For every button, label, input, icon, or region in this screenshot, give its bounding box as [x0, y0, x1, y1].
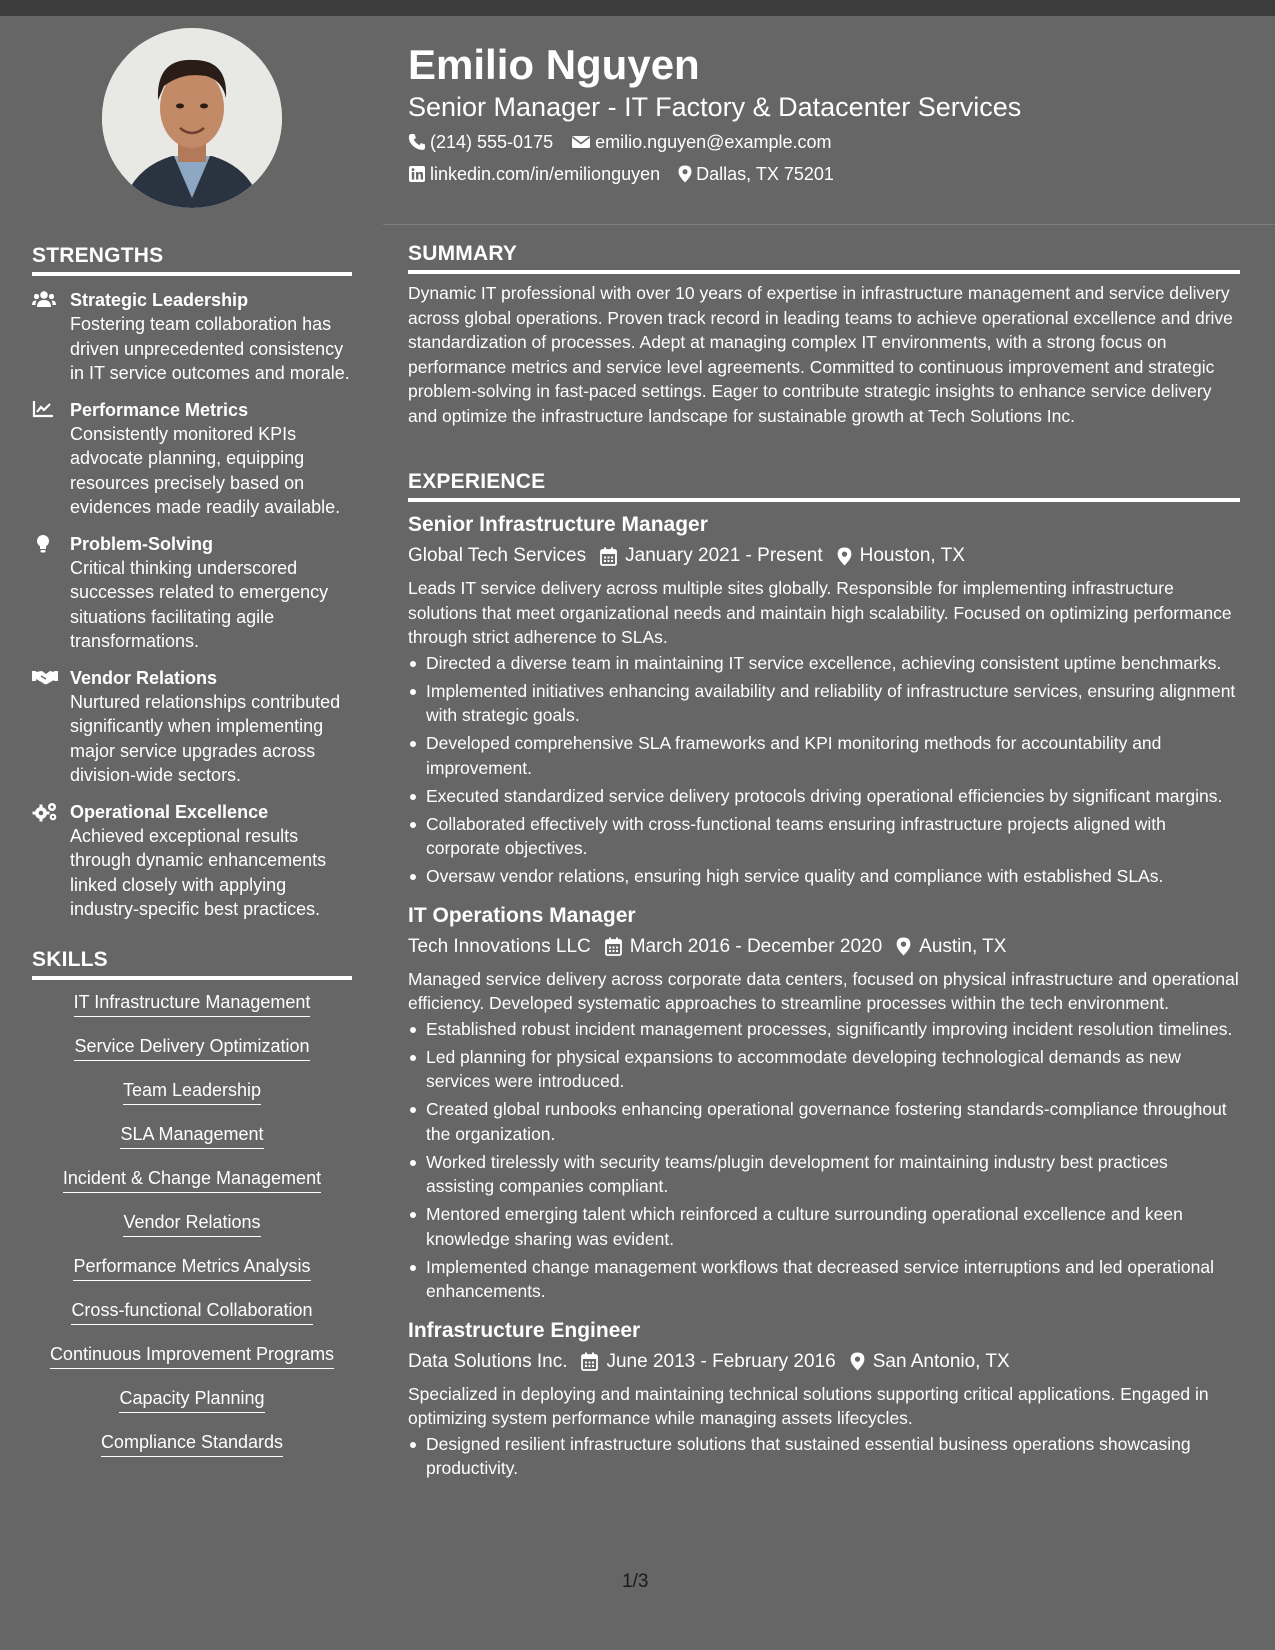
- job-dates: [605, 933, 882, 961]
- calendar-icon: [605, 937, 622, 956]
- strength-item: [32, 800, 352, 922]
- job-dates: [581, 1348, 835, 1376]
- skill-tag: IT Infrastructure Management: [74, 990, 311, 1017]
- summary-heading: SUMMARY: [408, 242, 1240, 274]
- skill-tag: Incident & Change Management: [63, 1166, 321, 1193]
- map-pin-icon: [678, 165, 692, 183]
- strength-description: Consistently monitored KPIs advocate planning, equipping resources precisely based on evidences made readily available.: [70, 423, 341, 517]
- job-date-range: June 2013 - February 2016: [606, 1350, 836, 1372]
- skill-tag: Performance Metrics Analysis: [73, 1254, 310, 1281]
- achievement-item: Implemented initiatives enhancing availability and reliability of infrastructure services, ensuring alignment with strategic goals.: [408, 679, 1240, 728]
- map-pin-icon: [837, 547, 852, 566]
- home-location: Dallas, TX 75201: [696, 164, 834, 184]
- company-name: Data Solutions Inc.: [408, 1350, 568, 1372]
- strengths-heading: STRENGTHS: [32, 244, 352, 276]
- strength-title: Operational Excellence: [70, 801, 269, 822]
- candidate-headline: Senior Manager - IT Factory & Datacenter Services: [408, 92, 1022, 122]
- strength-title: Performance Metrics: [70, 399, 249, 420]
- job-location: [837, 542, 965, 570]
- job-title: IT Operations Manager: [408, 903, 636, 927]
- page-number: 1/3: [622, 1571, 649, 1592]
- strength-title: Problem-Solving: [70, 533, 214, 554]
- linkedin-url[interactable]: linkedin.com/in/emilionguyen: [430, 164, 661, 184]
- achievement-item: Created global runbooks enhancing operational governance fostering standards-compliance throughout the organization.: [408, 1097, 1240, 1146]
- achievement-item: Designed resilient infrastructure solutions that sustained essential business operations showcasing productivity.: [408, 1432, 1240, 1481]
- job-entry: [408, 1316, 1240, 1481]
- phone-contact: [408, 130, 553, 154]
- job-location: [896, 933, 1006, 961]
- skill-list: [32, 986, 352, 1457]
- strength-item: [32, 666, 352, 788]
- company-name: Global Tech Services: [408, 545, 587, 566]
- skills-section: [32, 948, 352, 1457]
- strength-item: [32, 398, 352, 520]
- achievement-item: Implemented change management workflows that decreased service interruptions and led operational enhancements.: [408, 1255, 1240, 1304]
- strength-title: Vendor Relations: [70, 667, 218, 688]
- skill-tag: Service Delivery Optimization: [74, 1034, 309, 1061]
- job-achievements: [408, 651, 1240, 889]
- job-description: Specialized in deploying and maintaining technical solutions supporting critical applications. Engaged in optimizing system performance while managing assets lifecycles.: [408, 1383, 1209, 1428]
- skill-tag: Continuous Improvement Programs: [50, 1342, 334, 1369]
- strength-item: [32, 532, 352, 654]
- gears-icon: [32, 800, 70, 922]
- job-meta: [408, 1348, 1240, 1376]
- linkedin-icon: [408, 165, 426, 183]
- job-title: Infrastructure Engineer: [408, 1318, 641, 1342]
- email-address[interactable]: emilio.nguyen@example.com: [595, 132, 832, 152]
- header: [408, 40, 1240, 194]
- profile-photo: [102, 28, 282, 208]
- handshake-icon: [32, 666, 70, 788]
- strength-item: [32, 288, 352, 386]
- job-meta: [408, 542, 1240, 570]
- achievement-item: Led planning for physical expansions to accommodate developing technological demands as new services were introduced.: [408, 1045, 1240, 1094]
- job-date-range: January 2021 - Present: [625, 545, 823, 566]
- achievement-item: Developed comprehensive SLA frameworks and KPI monitoring methods for accountability and improvement.: [408, 731, 1240, 780]
- experience-heading: EXPERIENCE: [408, 470, 1240, 502]
- skill-tag: Capacity Planning: [119, 1386, 264, 1413]
- strength-description: Achieved exceptional results through dynamic enhancements linked closely with applying industry-specific best practices.: [70, 825, 327, 919]
- phone-icon: [408, 133, 426, 151]
- achievement-item: Executed standardized service delivery protocols driving operational efficiencies by significant margins.: [408, 784, 1240, 809]
- calendar-icon: [581, 1352, 598, 1371]
- top-bar: [0, 0, 1275, 16]
- strengths-section: [32, 244, 352, 922]
- users-icon: [32, 288, 70, 386]
- achievement-item: Collaborated effectively with cross-functional teams ensuring infrastructure projects aligned with corporate objectives.: [408, 812, 1240, 861]
- job-date-range: March 2016 - December 2020: [629, 935, 883, 957]
- job-location-text: Houston, TX: [859, 545, 965, 566]
- summary-text: Dynamic IT professional with over 10 years of expertise in infrastructure management and service delivery across global operations. Proven track record in leading teams to achieve operational excellence and drive standardization of processes. Adept at managing complex IT environments, with a strong focus on performance metrics and service level agreements. Committed to continuous improvement and strategic problem-solving in fast-paced settings. Eager to contribute strategic insights to enhance service delivery and optimize the infrastructure landscape for sustainable growth at Tech Solutions Inc.: [408, 283, 1233, 426]
- job-achievements: [408, 1432, 1240, 1481]
- linkedin-contact[interactable]: [408, 162, 660, 186]
- skills-heading: SKILLS: [32, 948, 352, 980]
- strength-title: Strategic Leadership: [70, 290, 249, 310]
- job-location: [850, 1348, 1010, 1376]
- job-description: Managed service delivery across corporate data centers, focused on physical infrastructure and operational efficiency. Developed systematic approaches to streamline processes within the tech environment.: [408, 968, 1239, 1013]
- skill-tag: Compliance Standards: [101, 1430, 283, 1457]
- company-name: Tech Innovations LLC: [408, 935, 591, 957]
- achievement-item: Worked tirelessly with security teams/plugin development for maintaining industry best practices assisting companies compliant.: [408, 1150, 1240, 1199]
- achievement-item: Oversaw vendor relations, ensuring high service quality and compliance with established SLAs.: [408, 864, 1240, 889]
- chart-line-icon: [32, 398, 70, 520]
- job-location-text: Austin, TX: [919, 935, 1007, 957]
- location-contact: [678, 162, 834, 186]
- strength-description: Nurtured relationships contributed significantly when implementing major service upgrades across division-wide sectors.: [70, 691, 341, 785]
- left-column: [32, 28, 352, 1457]
- experience-section: [408, 470, 1240, 1484]
- achievement-item: Directed a diverse team in maintaining IT service excellence, achieving consistent uptime benchmarks.: [408, 651, 1240, 676]
- header-divider: [383, 224, 1275, 225]
- skill-tag: Team Leadership: [123, 1078, 261, 1105]
- achievement-item: Mentored emerging talent which reinforced a culture surrounding operational excellence and keen knowledge sharing was evident.: [408, 1202, 1240, 1251]
- skill-tag: SLA Management: [120, 1122, 263, 1149]
- strength-description: Fostering team collaboration has driven unprecedented consistency in IT service outcomes and morale.: [70, 314, 350, 383]
- job-location-text: San Antonio, TX: [872, 1350, 1010, 1372]
- contact-info: [408, 130, 1240, 186]
- job-entry: [408, 510, 1240, 889]
- email-contact[interactable]: [571, 130, 831, 154]
- skill-tag: Vendor Relations: [123, 1210, 260, 1237]
- strength-description: Critical thinking underscored successes related to emergency situations facilitating agile transformations.: [70, 557, 329, 651]
- job-achievements: [408, 1017, 1240, 1304]
- summary-section: [408, 242, 1240, 428]
- job-meta: [408, 933, 1240, 961]
- job-description: Leads IT service delivery across multiple sites globally. Responsible for implementing infrastructure solutions that meet organizational needs and maintain high scalability. Focused on optimizing performance through strict adherence to SLAs.: [408, 578, 1232, 647]
- candidate-name: Emilio Nguyen: [408, 41, 700, 88]
- job-entry: [408, 901, 1240, 1304]
- lightbulb-icon: [32, 532, 70, 654]
- achievement-item: Established robust incident management processes, significantly improving incident resolution timelines.: [408, 1017, 1240, 1042]
- job-title: Senior Infrastructure Manager: [408, 513, 708, 536]
- map-pin-icon: [850, 1352, 865, 1371]
- map-pin-icon: [896, 937, 911, 956]
- calendar-icon: [600, 547, 617, 566]
- envelope-icon: [571, 134, 591, 150]
- phone-number: (214) 555-0175: [430, 132, 554, 152]
- job-dates: [600, 542, 823, 570]
- skill-tag: Cross-functional Collaboration: [71, 1298, 312, 1325]
